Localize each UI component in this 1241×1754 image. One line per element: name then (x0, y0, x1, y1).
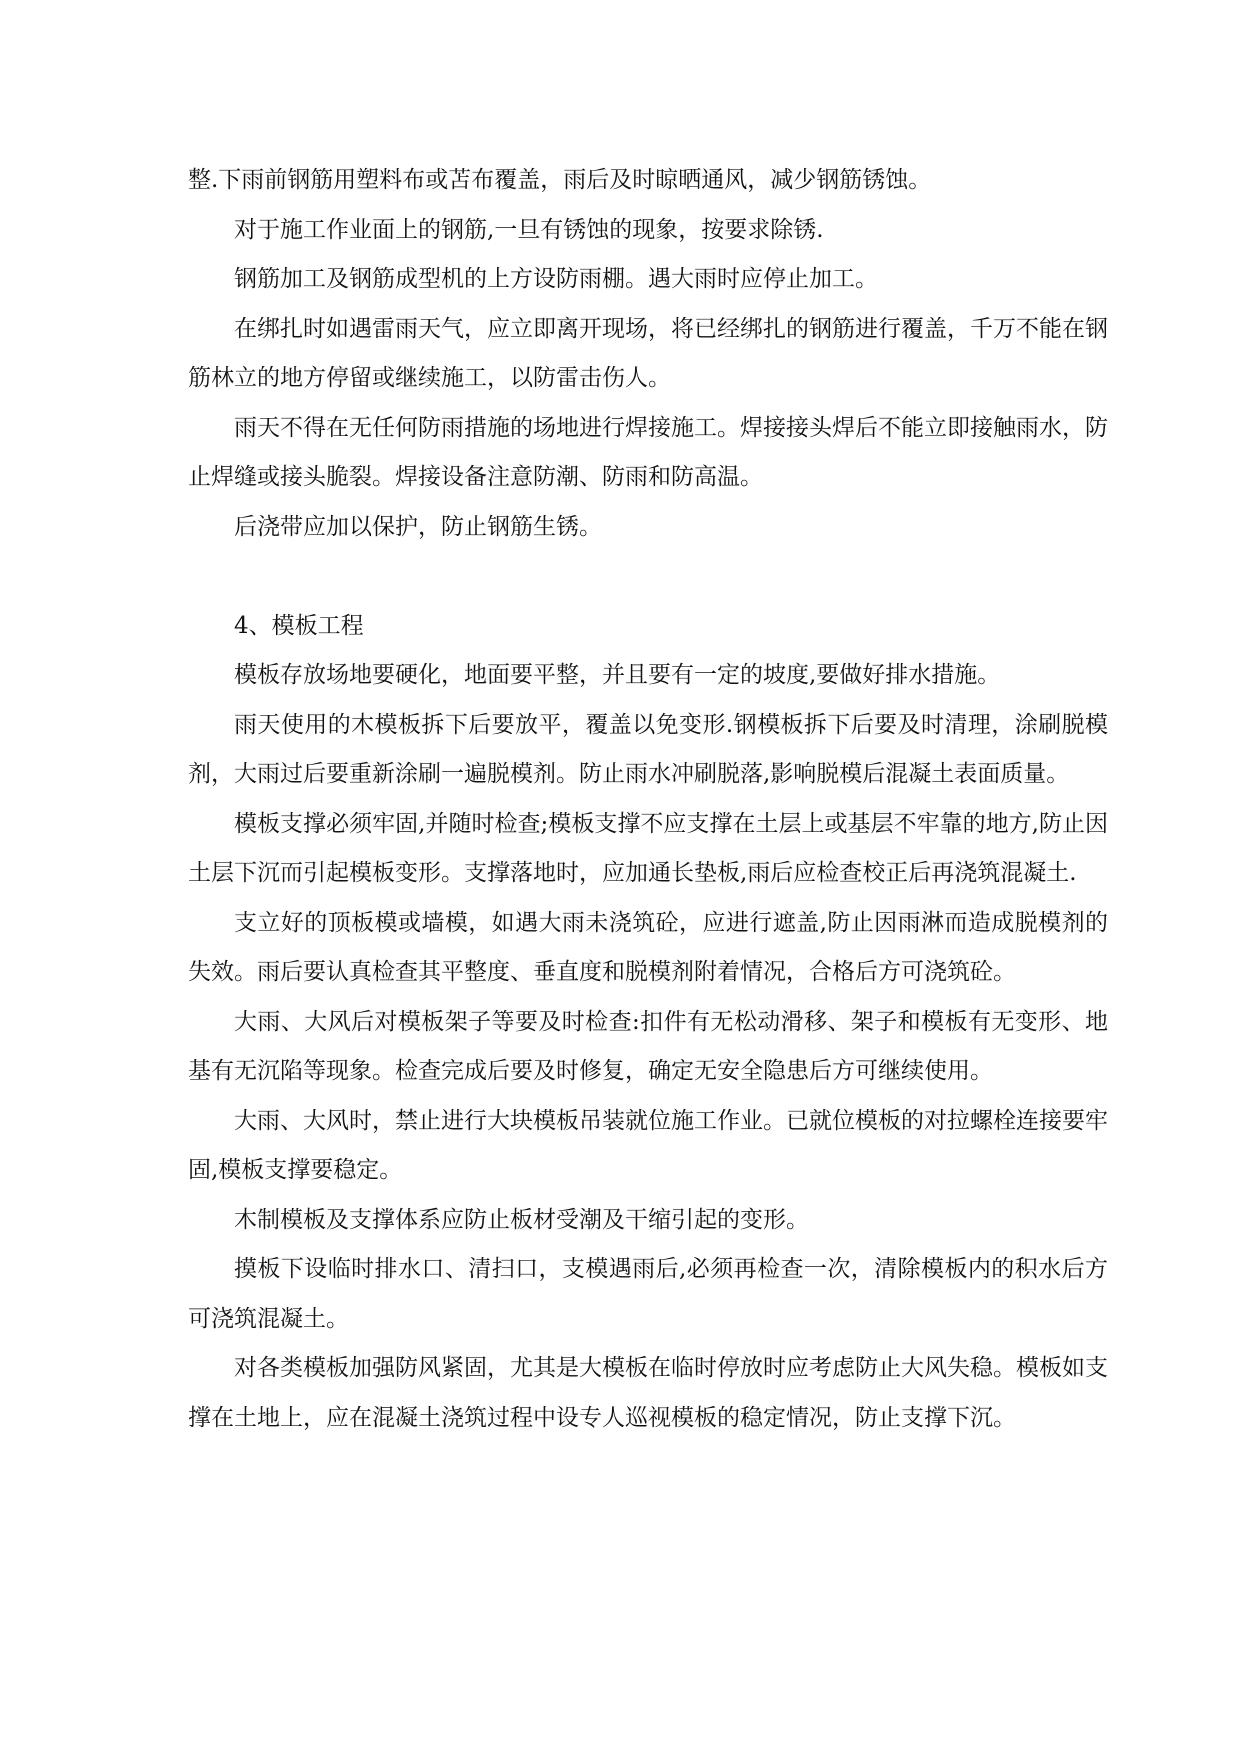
paragraph: 后浇带应加以保护，防止钢筋生锈。 (234, 513, 602, 540)
paragraph: 雨天不得在无任何防雨措施的场地进行焊接施工。焊接接头焊后不能立即接触雨水，防止焊缝或接头脆裂。焊接设备注意防潮、防雨和防高温。 (188, 414, 1108, 490)
paragraph: 在绑扎时如遇雷雨天气，应立即离开现场，将已经绑扎的钢筋进行覆盖，千万不能在钢筋林立的地方停留或继续施工，以防雷击伤人。 (188, 315, 1108, 391)
paragraph: 雨天使用的木模板拆下后要放平，覆盖以免变形.钢模板拆下后要及时清理，涂刷脱模剂，大雨过后要重新涂刷一遍脱模剂。防止雨水冲刷脱落,影响脱模后混凝土表面质量。 (188, 711, 1108, 787)
paragraph: 钢筋加工及钢筋成型机的上方设防雨棚。遇大雨时应停止加工。 (234, 266, 878, 292)
section-heading: 4、模板工程 (234, 612, 364, 639)
paragraph: 对于施工作业面上的钢筋,一旦有锈蚀的现象，按要求除锈. (234, 216, 824, 243)
paragraph: 对各类模板加强防风紧固，尤其是大模板在临时停放时应考虑防止大风失稳。模板如支撑在土地上，应在混凝土浇筑过程中设专人巡视模板的稳定情况，防止支撑下沉。 (188, 1355, 1108, 1431)
paragraph: 支立好的顶板模或墙模，如遇大雨未浇筑砼，应进行遮盖,防止因雨淋而造成脱模剂的失效。雨后要认真检查其平整度、垂直度和脱模剂附着情况，合格后方可浇筑砼。 (188, 909, 1108, 985)
document-page (188, 156, 1108, 1443)
paragraph: 摸板下设临时排水口、清扫口，支模遇雨后,必须再检查一次，清除模板内的积水后方可浇筑混凝土。 (188, 1256, 1108, 1332)
blank-line (188, 552, 1108, 602)
paragraph: 大雨、大风后对模板架子等要及时检查:扣件有无松动滑移、架子和模板有无变形、地基有无沉陷等现象。检查完成后要及时修复，确定无安全隐患后方可继续使用。 (188, 1008, 1108, 1084)
paragraph: 大雨、大风时，禁止进行大块模板吊装就位施工作业。已就位模板的对拉螺栓连接要牢固,模板支撑要稳定。 (188, 1107, 1108, 1183)
paragraph: 整.下雨前钢筋用塑料布或苫布覆盖，雨后及时晾晒通风，减少钢筋锈蚀。 (188, 167, 932, 193)
paragraph: 木制模板及支撑体系应防止板材受潮及干缩引起的变形。 (234, 1206, 809, 1233)
paragraph: 模板支撑必须牢固,并随时检查;模板支撑不应支撑在土层上或基层不牢靠的地方,防止因土层下沉而引起模板变形。支撑落地时，应加通长垫板,雨后应检查校正后再浇筑混凝土. (188, 810, 1108, 886)
paragraph: 模板存放场地要硬化，地面要平整，并且要有一定的坡度,要做好排水措施。 (234, 662, 1001, 688)
